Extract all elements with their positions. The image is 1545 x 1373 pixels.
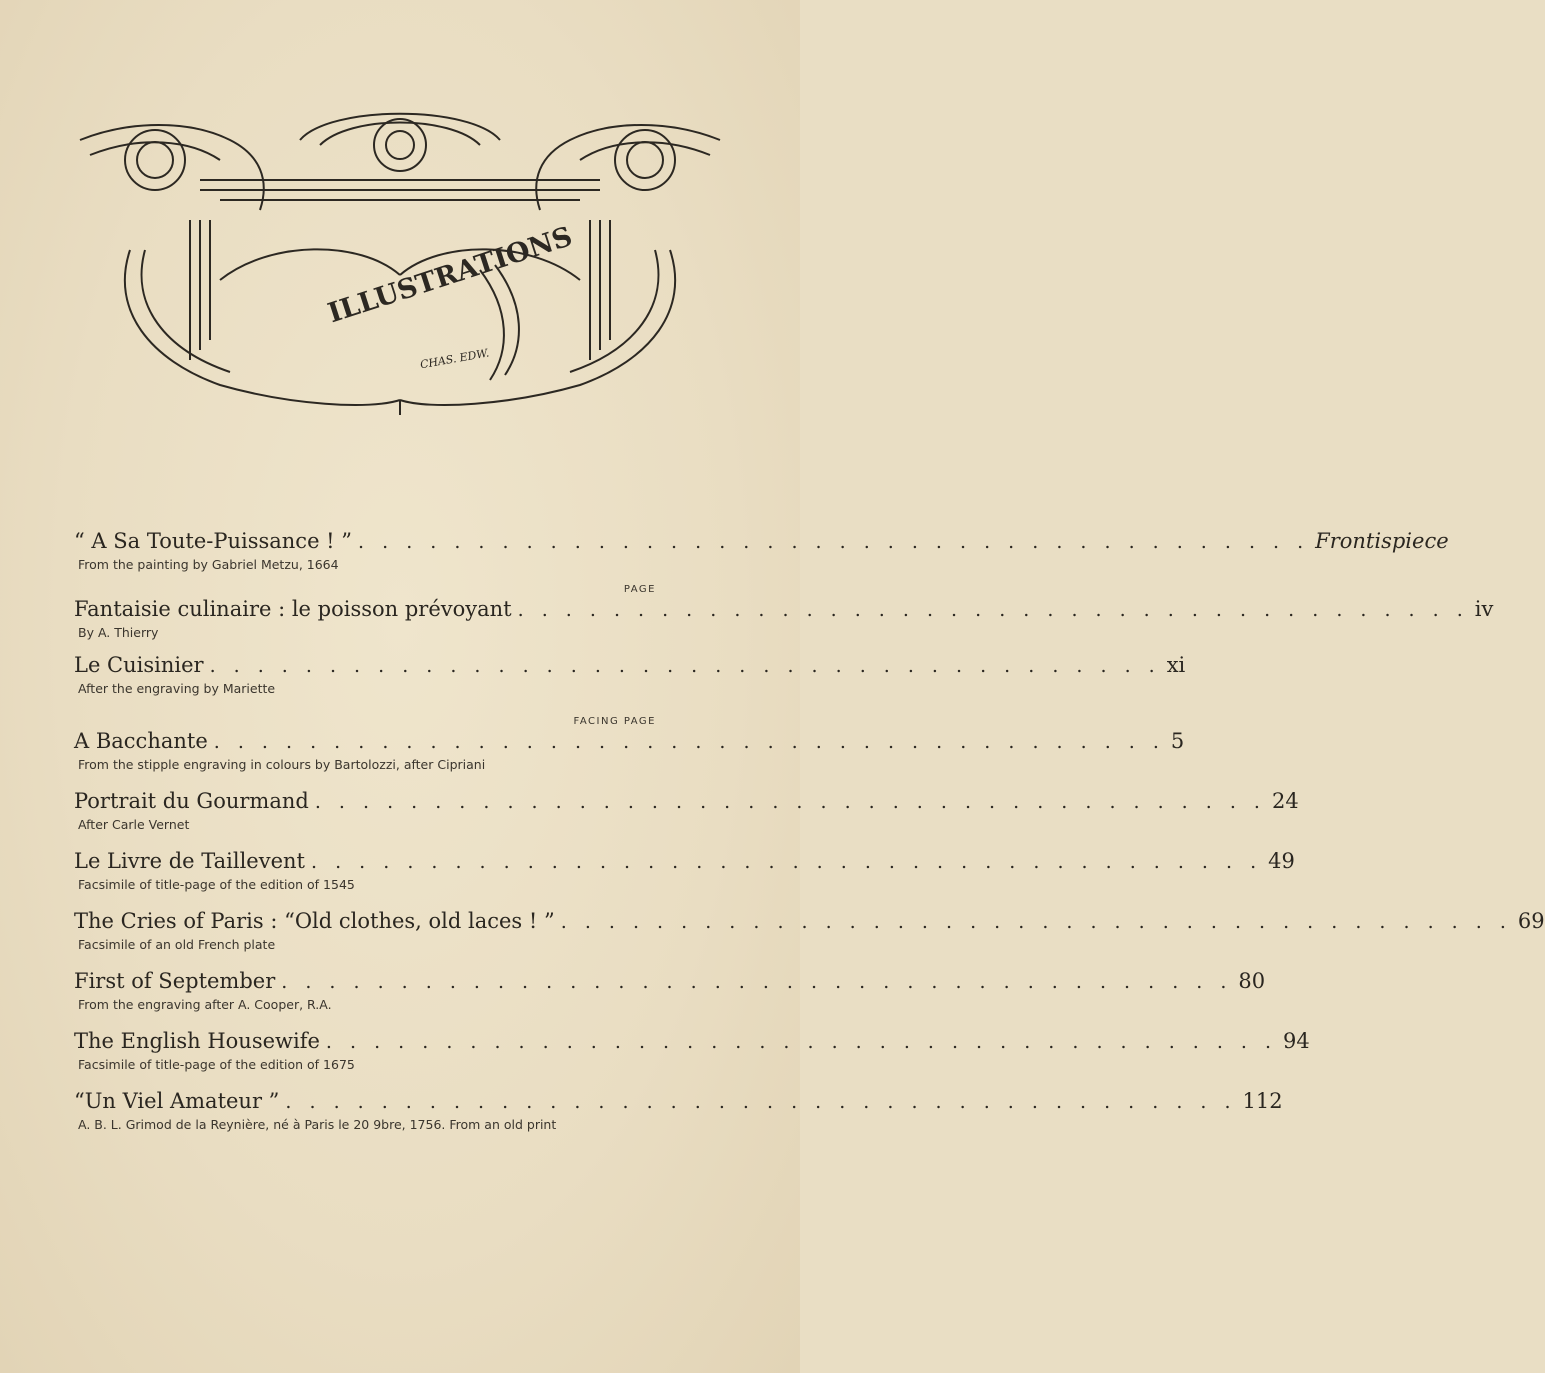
list-item [74,596,1494,641]
dot-leader: . . . . . . . . . . . . . . . . . . . . . . . . . . . . . . . . . . . . . . . . [314,791,1266,813]
dot-leader: . . . . . . . . . . . . . . . . . . . . . . . . . . . . . . . . . . . . . . . . [325,1031,1278,1053]
entry-title: A Bacchante [74,729,208,753]
dot-leader: . . . . . . . . . . . . . . . . . . . . . . . . . . . . . . . . . . . . . . . . [209,655,1161,677]
entry-page: Frontispiece [1315,529,1449,553]
list-item [74,848,1295,893]
column-head-facing-page: FACING PAGE [573,716,656,727]
entry-page: iv [1474,597,1494,621]
entry-page: 24 [1271,789,1299,813]
list-item [74,1028,1310,1073]
list-item [74,788,1299,833]
entry-note: Facsimile of title-page of the edition of 1545 [78,877,355,892]
entry-page: 94 [1283,1029,1310,1053]
dot-leader: . . . . . . . . . . . . . . . . . . . . . . . . . . . . . . . . . . . . . . . . [281,971,1233,993]
entry-page: 49 [1268,849,1295,873]
ornamental-headpiece [70,100,730,420]
entry-note: From the stipple engraving in colours by Bartolozzi, after Cipriani [78,757,486,772]
entry-page: 5 [1170,729,1185,753]
entry-note: After Carle Vernet [78,817,190,832]
dot-leader: . . . . . . . . . . . . . . . . . . . . . . . . . . . . . . . . . . . . . . . . [285,1091,1237,1113]
entry-title: First of September [74,969,276,993]
list-item [74,1088,1283,1133]
entry-page: 80 [1238,969,1266,993]
entry-title: Le Cuisinier [74,653,204,677]
entry-title: The English Housewife [74,1029,320,1053]
list-item [74,968,1266,1013]
entry-note: Facsimile of an old French plate [78,937,276,952]
entry-note: A. B. L. Grimod de la Reynière, né à Paris le 20 9bre, 1756. From an old print [78,1117,557,1132]
entry-title: “Un Viel Amateur ” [74,1089,280,1113]
list-item [74,728,1185,773]
headpiece-signature: CHAS. EDW. [419,346,491,372]
entry-note: From the engraving after A. Cooper, R.A. [78,997,332,1012]
dot-leader: . . . . . . . . . . . . . . . . . . . . . . . . . . . . . . . . . . . . . . . . [358,531,1310,553]
dot-leader: . . . . . . . . . . . . . . . . . . . . . . . . . . . . . . . . . . . . . . . . [517,599,1469,621]
list-item [74,528,1449,573]
list-item [74,652,1186,697]
list-item [74,908,1545,953]
headpiece-word: ILLUSTRATIONS [324,221,577,330]
entry-title: Fantaisie culinaire : le poisson prévoyant [74,597,512,621]
entry-note: From the painting by Gabriel Metzu, 1664 [78,557,339,572]
column-head-page: PAGE [623,584,656,595]
entry-note: Facsimile of title-page of the edition of 1675 [78,1057,355,1072]
entry-title: Le Livre de Taillevent [74,849,305,873]
entry-title: Portrait du Gourmand [74,789,309,813]
entry-title: The Cries of Paris : “Old clothes, old laces ! ” [74,909,555,933]
dot-leader: . . . . . . . . . . . . . . . . . . . . . . . . . . . . . . . . . . . . . . . . [213,731,1165,753]
entry-note: After the engraving by Mariette [78,681,276,696]
entry-page: xi [1166,653,1186,677]
dot-leader: . . . . . . . . . . . . . . . . . . . . . . . . . . . . . . . . . . . . . . . . [560,911,1512,933]
entry-title: “ A Sa Toute-Puissance ! ” [74,529,353,553]
dot-leader: . . . . . . . . . . . . . . . . . . . . . . . . . . . . . . . . . . . . . . . . [311,851,1263,873]
entry-page: 112 [1242,1089,1283,1113]
entry-page: 69 [1517,909,1545,933]
entry-note: By A. Thierry [78,625,159,640]
